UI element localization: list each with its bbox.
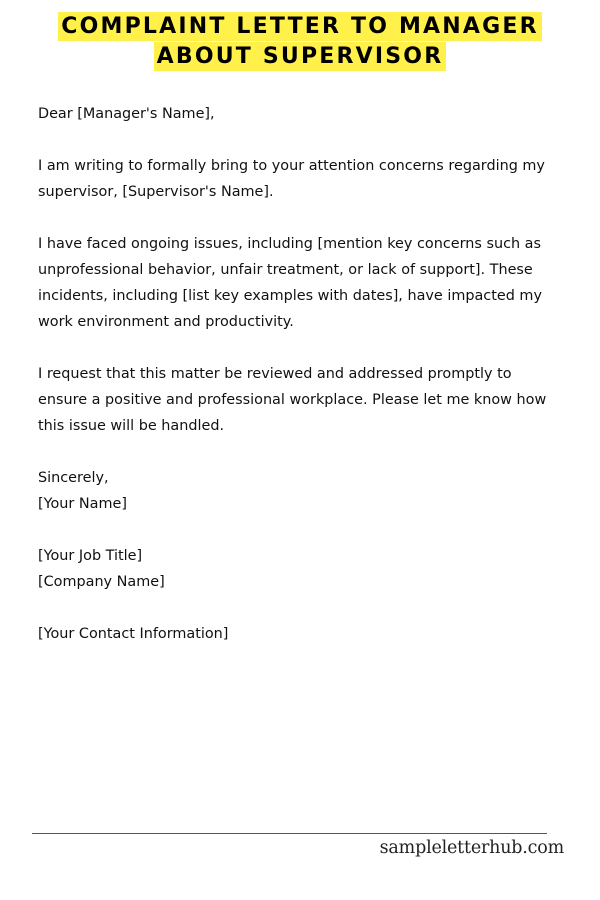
salutation: Dear [Manager's Name], <box>38 106 215 122</box>
sender-company: [Company Name] <box>38 574 165 590</box>
paragraph-issues: I have faced ongoing issues, including [mention key concerns such as unprofessional behavior, unfair treatment, or lack of support]. These incidents, including [list key examples with dates], have impacted my work environment and productivity. <box>38 236 542 330</box>
title-line-2: ABOUT SUPERVISOR <box>154 42 447 71</box>
closing: Sincerely, <box>38 470 109 486</box>
sender-job-title: [Your Job Title] <box>38 548 143 564</box>
site-watermark: sampleletterhub.com <box>379 838 564 858</box>
footer-divider <box>32 833 547 834</box>
sender-name: [Your Name] <box>38 496 127 512</box>
paragraph-request: I request that this matter be reviewed and addressed promptly to ensure a positive and professional workplace. Please let me know how this issue will be handled. <box>38 366 547 434</box>
paragraph-intro: I am writing to formally bring to your attention concerns regarding my supervisor, [Supervisor's Name]. <box>38 158 545 200</box>
letter-body <box>38 101 570 647</box>
document-title <box>0 12 600 71</box>
sender-contact: [Your Contact Information] <box>38 626 229 642</box>
title-line-1: COMPLAINT LETTER TO MANAGER <box>58 12 542 41</box>
